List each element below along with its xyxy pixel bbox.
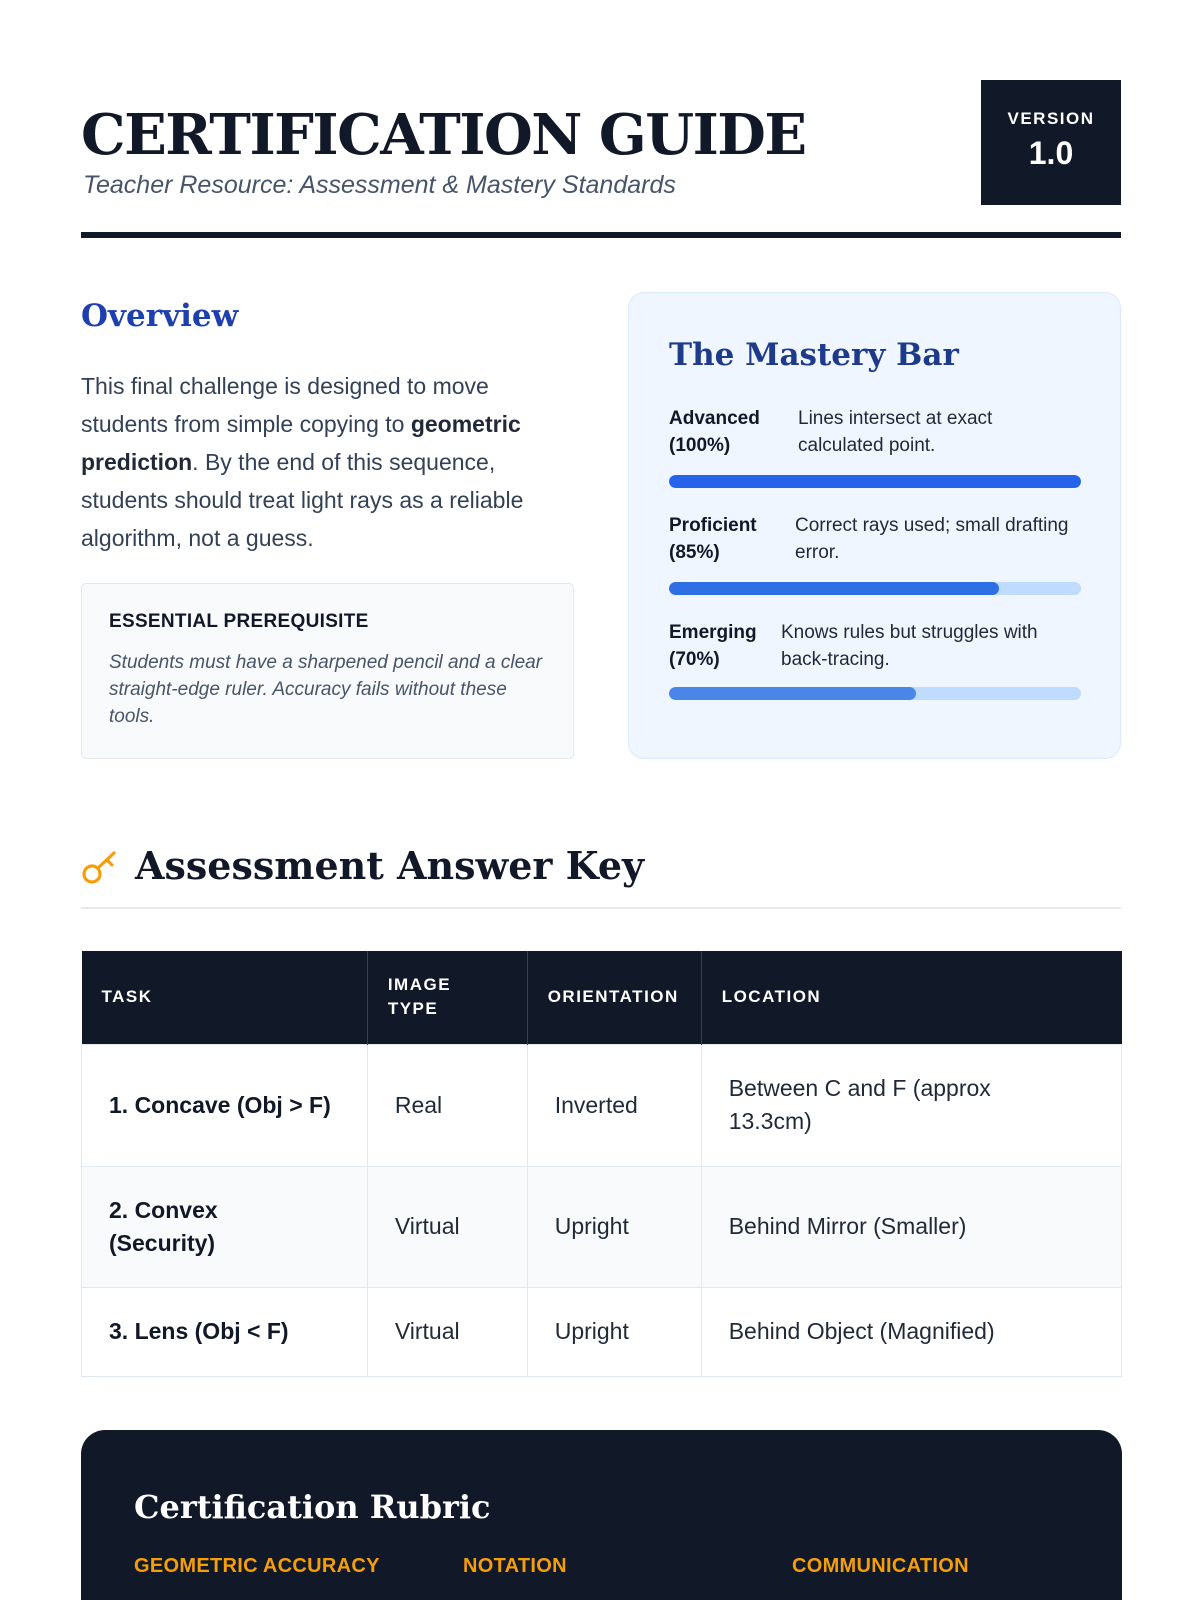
- table-header-row: [82, 951, 1122, 1044]
- mastery-level-name: Advanced: [669, 408, 760, 429]
- page-header: [81, 80, 1121, 240]
- prerequisite-text: Students must have a sharpened pencil and a clear straight-edge ruler. Accuracy fails without these tools.: [109, 652, 543, 727]
- page-title: CERTIFICATION GUIDE: [81, 102, 806, 168]
- cell-task: 3. Lens (Obj < F): [82, 1287, 368, 1376]
- overview-heading: Overview: [81, 298, 239, 334]
- mastery-level-name: Emerging: [669, 622, 757, 643]
- cell-task-text: 2. Convex (Security): [109, 1196, 218, 1256]
- cell-task: [82, 1166, 368, 1287]
- mastery-level-percent: (85%): [669, 542, 720, 563]
- answer-key-title: Assessment Answer Key: [135, 843, 645, 888]
- column-header-image-type-label: IMAGE TYPE: [387, 975, 452, 1019]
- answer-key-table: [81, 951, 1122, 1377]
- column-header-orientation: ORIENTATION: [527, 951, 701, 1044]
- mastery-progress-bar: [669, 687, 1081, 700]
- mastery-level-label: [669, 512, 757, 566]
- mastery-progress-bar: [669, 582, 1081, 595]
- cell-image-type: Virtual: [367, 1287, 527, 1376]
- mastery-level-label: [669, 619, 757, 673]
- overview-paragraph: [81, 367, 581, 557]
- cell-image-type: Real: [367, 1044, 527, 1166]
- cell-location-text: Between C and F (approx 13.3cm): [728, 1075, 991, 1134]
- rubric-column-geometric-accuracy: [134, 1555, 434, 1578]
- rubric-title: Certification Rubric: [134, 1488, 491, 1526]
- mastery-progress-fill: [669, 582, 999, 595]
- rubric-column-communication: [792, 1555, 1092, 1578]
- table-row: [82, 1287, 1122, 1376]
- rubric-column-heading: NOTATION: [463, 1555, 567, 1577]
- cell-image-type: Virtual: [367, 1166, 527, 1287]
- cell-location: Behind Object (Magnified): [701, 1287, 1121, 1376]
- prerequisite-title: ESSENTIAL PREREQUISITE: [109, 611, 369, 632]
- key-icon: [81, 849, 119, 887]
- column-header-image-type: [367, 951, 527, 1044]
- version-badge: [981, 80, 1121, 205]
- page-subtitle: Teacher Resource: Assessment & Mastery Standards: [83, 171, 676, 199]
- mastery-progress-fill: [669, 475, 1081, 488]
- cell-task: 1. Concave (Obj > F): [82, 1044, 368, 1166]
- overview-text-start: This final challenge is designed to move students from simple copying to: [81, 373, 489, 437]
- mastery-level-percent: (70%): [669, 649, 720, 670]
- rubric-column-heading: COMMUNICATION: [792, 1555, 969, 1577]
- mastery-level-name: Proficient: [669, 515, 757, 536]
- column-header-task: TASK: [82, 951, 368, 1044]
- table-row: [82, 1166, 1122, 1287]
- overview-text-bold: geometric prediction: [81, 411, 521, 475]
- certification-rubric: [81, 1430, 1122, 1600]
- version-label: VERSION: [1007, 109, 1095, 128]
- mastery-bar-card: [628, 292, 1121, 759]
- answer-key-divider: [81, 907, 1121, 909]
- cell-location: [701, 1044, 1121, 1166]
- mastery-level-label: [669, 405, 760, 459]
- cell-orientation: Upright: [527, 1166, 701, 1287]
- rubric-column-heading: GEOMETRIC ACCURACY: [134, 1555, 380, 1577]
- mastery-progress-bar: [669, 475, 1081, 488]
- cell-location: Behind Mirror (Smaller): [701, 1166, 1121, 1287]
- mastery-level-description: Correct rays used; small drafting error.: [795, 515, 1069, 563]
- mastery-level-description: Lines intersect at exact calculated point.: [798, 408, 993, 456]
- cell-orientation: Upright: [527, 1287, 701, 1376]
- header-divider: [81, 232, 1121, 238]
- column-header-location: LOCATION: [701, 951, 1121, 1044]
- mastery-level-percent: (100%): [669, 435, 731, 456]
- mastery-title: The Mastery Bar: [669, 337, 959, 373]
- table-row: [82, 1044, 1122, 1166]
- rubric-column-notation: [463, 1555, 763, 1578]
- overview-text-end: . By the end of this sequence, students should treat light rays as a reliable algorithm, not a guess.: [81, 449, 524, 551]
- mastery-level-description: Knows rules but struggles with back-tracing.: [781, 622, 1038, 670]
- cell-orientation: Inverted: [527, 1044, 701, 1166]
- mastery-progress-fill: [669, 687, 916, 700]
- version-number: 1.0: [1028, 135, 1074, 171]
- prerequisite-callout: [81, 583, 574, 759]
